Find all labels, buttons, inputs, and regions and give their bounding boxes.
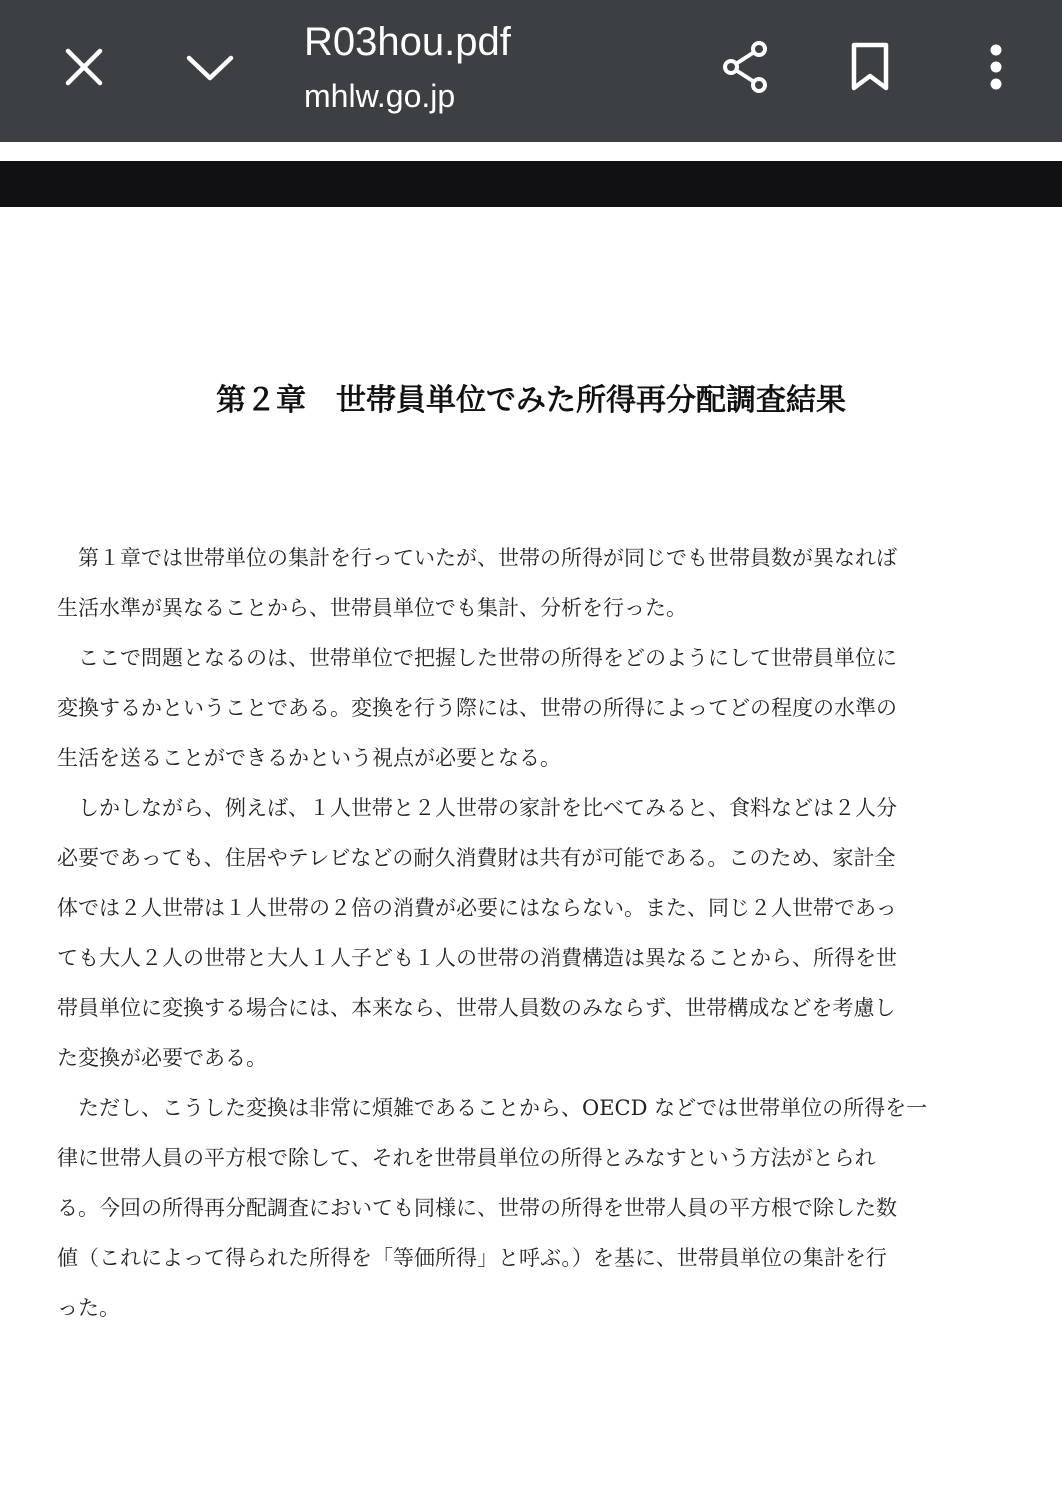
body-text bbox=[57, 533, 997, 1333]
more-options-button[interactable] bbox=[956, 27, 1036, 107]
text-line: ただし、こうした変換は非常に煩雑であることから、OECD などでは世帯単位の所得を一 bbox=[57, 1096, 928, 1120]
share-button[interactable] bbox=[705, 27, 785, 107]
text-line: 必要であっても、住居やテレビなどの耐久消費財は共有が可能である。このため、家計全 bbox=[57, 846, 896, 870]
text-line: た変換が必要である。 bbox=[57, 1046, 267, 1070]
top-app-bar bbox=[0, 0, 1062, 142]
document-title-block bbox=[304, 18, 684, 116]
more-vert-icon bbox=[988, 44, 1004, 90]
text-line: る。今回の所得再分配調査においても同様に、世帯の所得を世帯人員の平方根で除した数 bbox=[57, 1196, 897, 1220]
text-line: 第１章では世帯単位の集計を行っていたが、世帯の所得が同じでも世帯員数が異なれば bbox=[57, 546, 897, 570]
text-line: 帯員単位に変換する場合には、本来なら、世帯人員数のみならず、世帯構成などを考慮し bbox=[57, 996, 896, 1020]
close-button[interactable] bbox=[44, 27, 124, 107]
source-domain: mhlw.go.jp bbox=[304, 78, 456, 114]
viewer-band bbox=[0, 161, 1062, 207]
text-line: 値（これによって得られた所得を「等価所得」と呼ぶ。）を基に、世帯員単位の集計を行 bbox=[57, 1246, 887, 1270]
share-icon bbox=[719, 39, 771, 95]
pdf-page[interactable] bbox=[0, 207, 1062, 1488]
close-icon bbox=[64, 47, 104, 87]
text-line: 生活水準が異なることから、世帯員単位でも集計、分析を行った。 bbox=[57, 596, 687, 620]
text-line: ても大人２人の世帯と大人１人子ども１人の世帯の消費構造は異なることから、所得を世 bbox=[57, 946, 897, 970]
text-line: 変換するかということである。変換を行う際には、世帯の所得によってどの程度の水準の bbox=[57, 696, 897, 720]
toolbar-divider bbox=[0, 142, 1062, 161]
chevron-down-icon bbox=[185, 52, 235, 82]
bookmark-button[interactable] bbox=[830, 27, 910, 107]
bookmark-icon bbox=[850, 42, 890, 92]
file-name: R03hou.pdf bbox=[304, 20, 511, 64]
text-line: 律に世帯人員の平方根で除して、それを世帯員単位の所得とみなすという方法がとられ bbox=[57, 1146, 876, 1170]
collapse-button[interactable] bbox=[170, 27, 250, 107]
text-line: ここで問題となるのは、世帯単位で把握した世帯の所得をどのようにして世帯員単位に bbox=[57, 646, 897, 670]
text-line: しかしながら、例えば、１人世帯と２人世帯の家計を比べてみると、食料などは２人分 bbox=[57, 796, 897, 820]
text-line: った。 bbox=[57, 1296, 120, 1320]
text-line: 体では２人世帯は１人世帯の２倍の消費が必要にはならない。また、同じ２人世帯であっ bbox=[57, 896, 897, 920]
text-line: 生活を送ることができるかという視点が必要となる。 bbox=[57, 746, 561, 770]
chapter-title: 第２章 世帯員単位でみた所得再分配調査結果 bbox=[216, 383, 846, 418]
